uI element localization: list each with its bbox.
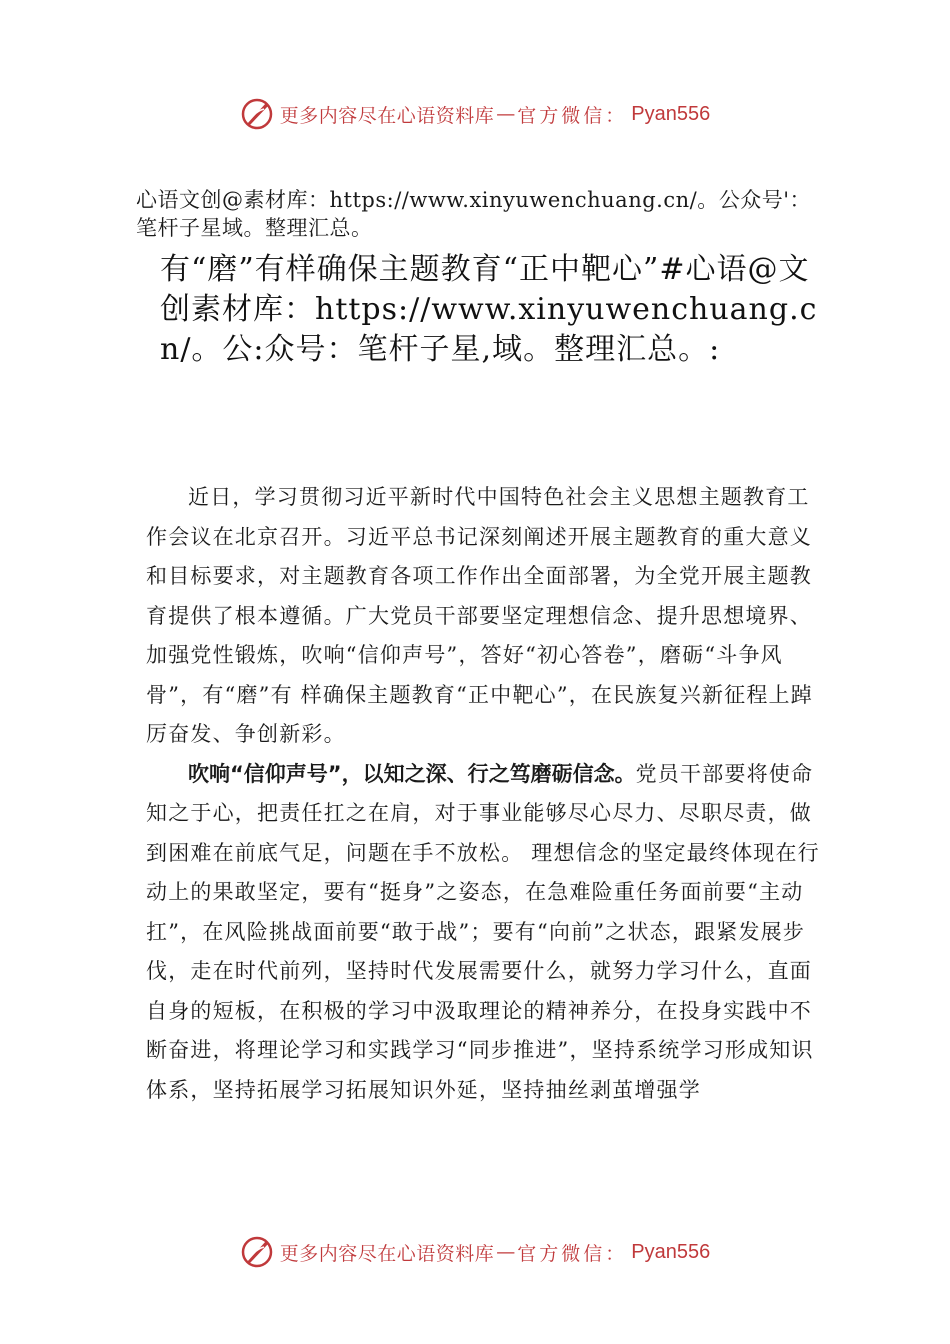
watermark-text: 更多内容尽在心语资料库 [279,1242,495,1265]
quill-seal-icon [240,97,274,131]
watermark-wechat-id: Pyan556 [631,102,711,125]
paragraph-lead: 吹响“信仰声号”，以知之深、行之笃磨砺信念。 [188,761,636,786]
source-line: 心语文创@素材库：https://www.xinyuwenchuang.cn/。公众号'：笔杆子星域。整理汇总。 [136,188,811,240]
paragraph-1 [146,478,830,755]
watermark-banner-bottom [0,1230,950,1274]
document-title: 有“磨”有样确保主题教育“正中靶心”#心语@文创素材库：https://www.xinyuwenchuang.cn/。公:众号：笔杆子星,域。整理汇总。: [160,252,818,367]
paragraph-2 [146,755,830,1111]
watermark-wechat-label: 官方微信： [517,1242,628,1265]
watermark-separator: — [496,103,516,125]
paragraph-text: 党员干部要将使命知之于心，把责任扛之在肩，对于事业能够尽心尽力、尽职尽责，做到困难在前底气足，问题在手不放松。 理想信念的坚定最终体现在行动上的果敢坚定，要有“挺身”之姿态，在急难险重任务面前要“主动扛”，在风险挑战面前要“敢于战”；要有“向前”之状态，跟紧发展步伐，走在时代前列，坚持时代发展需要什么，就努力学习什么，直面自身的短板，在积极的学习中汲取理论的精神养分，在投身实践中不断奋进，将理论学习和实践学习“同步推进”，坚持系统学习形成知识体系，坚持拓展学习拓展知识外延，坚持抽丝剥茧增强学 [146,761,820,1102]
paragraph-text: 近日，学习贯彻习近平新时代中国特色社会主义思想主题教育工作会议在北京召开。习近平总书记深刻阐述开展主题教育的重大意义和目标要求，对主题教育各项工作作出全面部署，为全党开展主题教育提供了根本遵循。广大党员干部要坚定理想信念、提升思想境界、加强党性锻炼，吹响“信仰声号”，答好“初心答卷”，磨砺“斗争风骨”，有“磨”有 样确保主题教育“正中靶心”，在民族复兴新征程上踔厉奋发、争创新彩。 [146,485,813,746]
watermark-text: 更多内容尽在心语资料库 [279,104,495,127]
document-body [146,478,830,1110]
watermark-banner-top [0,92,950,136]
watermark-wechat-id: Pyan556 [631,1240,711,1263]
quill-seal-icon [240,1235,274,1269]
watermark-wechat-label: 官方微信： [517,104,628,127]
watermark-separator: — [496,1241,516,1263]
